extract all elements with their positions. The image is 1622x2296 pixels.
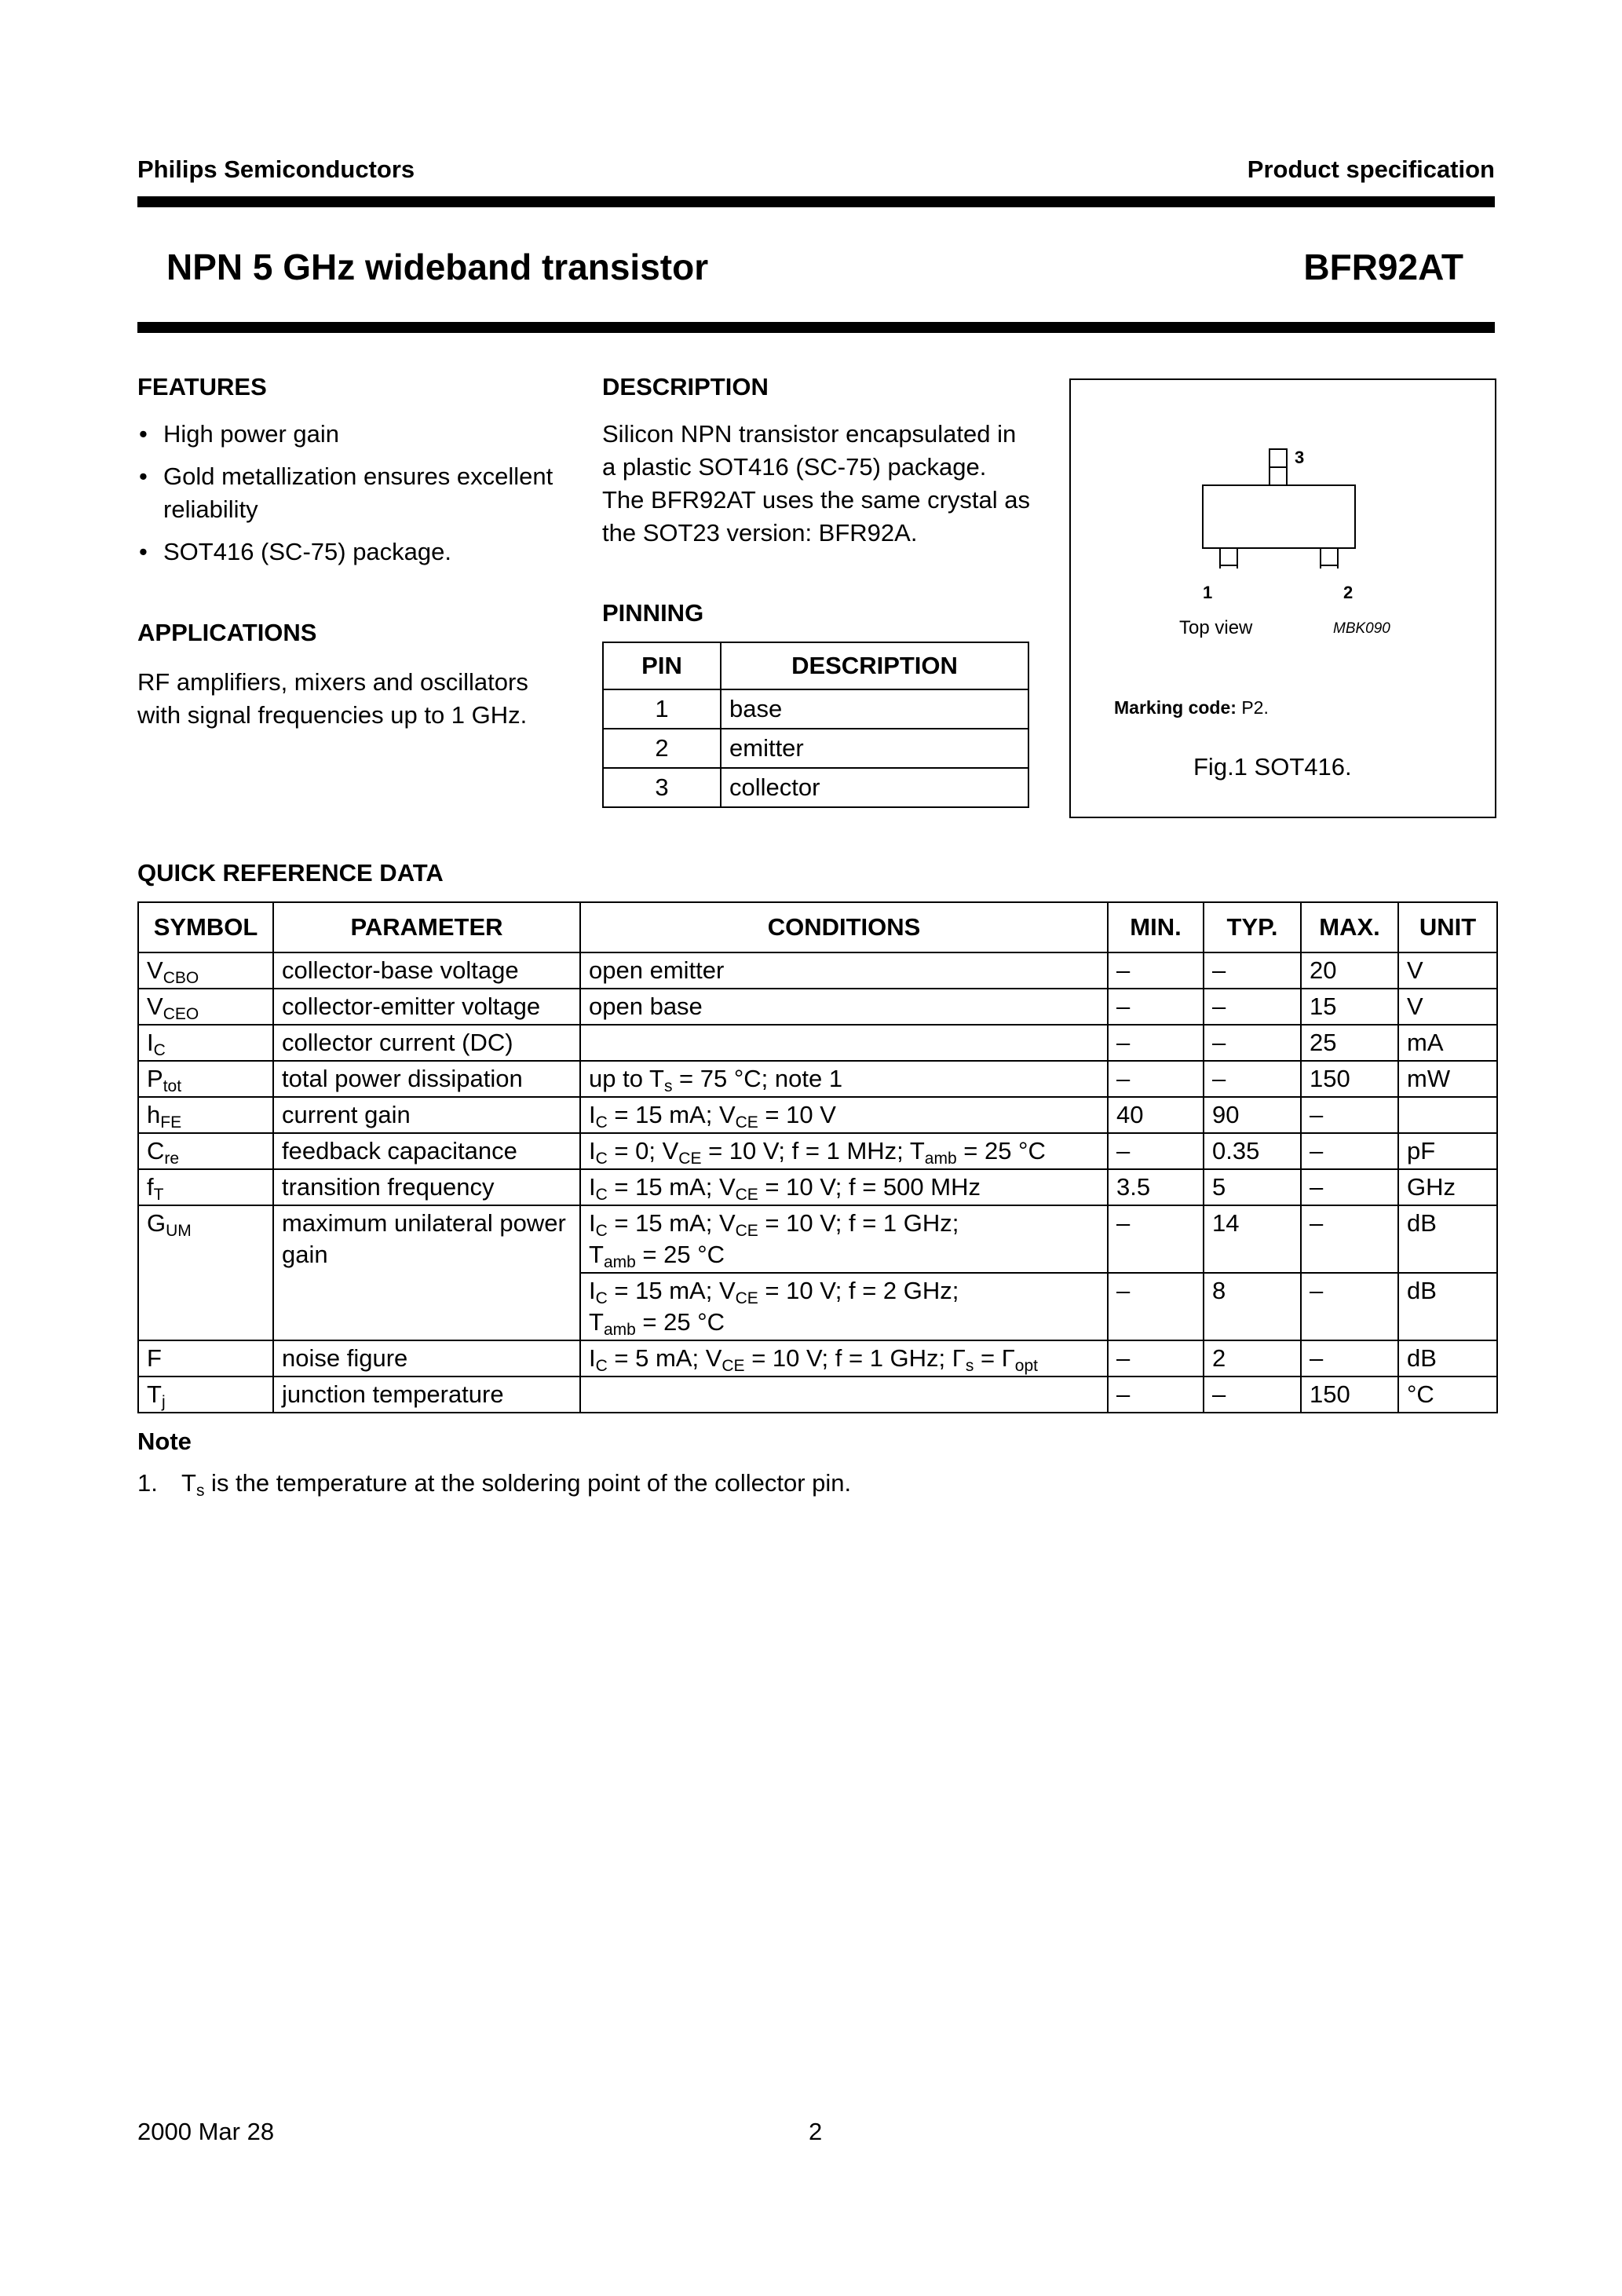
qrd-col-conditions: CONDITIONS: [580, 902, 1108, 952]
parameter-cell: transition frequency: [273, 1169, 580, 1205]
conditions-cell: up to $T_s = 75$ °C; note 1: [580, 1061, 1108, 1097]
unit-cell: mA: [1398, 1025, 1497, 1061]
typ-cell: –: [1204, 1025, 1301, 1061]
max-cell: 15: [1301, 989, 1398, 1025]
max-cell: 25: [1301, 1025, 1398, 1061]
table-row: [138, 1169, 1497, 1205]
company-name: Philips Semiconductors: [137, 155, 415, 183]
unit-cell: mW: [1398, 1061, 1497, 1097]
pinning-table: [602, 642, 1029, 808]
max-cell: –: [1301, 1273, 1398, 1340]
min-cell: –: [1108, 1061, 1204, 1097]
symbol-cell: $G_{UM}$: [138, 1205, 273, 1340]
table-row: [138, 1097, 1497, 1133]
description-text: Silicon NPN transistor encapsulated in a plastic SOT416 (SC-75) package. The BFR92AT uses the same crystal as the SOT23 version: BFR92A.: [602, 420, 1031, 547]
header-rule-bottom: [137, 322, 1495, 333]
typ-cell: 8: [1204, 1273, 1301, 1340]
parameter-cell: junction temperature: [273, 1377, 580, 1413]
unit-cell: dB: [1398, 1273, 1497, 1340]
max-cell: –: [1301, 1340, 1398, 1377]
feature-item: • SOT416 (SC-75) package.: [139, 538, 452, 565]
qrd-col-unit: UNIT: [1398, 902, 1497, 952]
pin3-label: 3: [1295, 448, 1305, 467]
typ-cell: 90: [1204, 1097, 1301, 1133]
conditions-cell: [580, 1377, 1108, 1413]
top-view-label: Top view: [1179, 617, 1253, 638]
min-cell: –: [1108, 1340, 1204, 1377]
figure-caption: Fig.1 SOT416.: [1193, 753, 1352, 781]
conditions-cell: $I_C = 0$; $V_{CE} = 10$ V; f = 1 MHz; $T_{amb} = 25$ °C: [580, 1133, 1108, 1169]
table-row: 3 collector: [603, 768, 1028, 807]
figure-sot416: [1069, 378, 1496, 818]
pinning-col-desc: DESCRIPTION: [721, 642, 1028, 689]
table-row: [138, 1025, 1497, 1061]
table-row: [138, 1133, 1497, 1169]
parameter-cell: collector-base voltage: [273, 952, 580, 989]
symbol-cell: $T_j$: [138, 1377, 273, 1413]
typ-cell: –: [1204, 989, 1301, 1025]
typ-cell: 2: [1204, 1340, 1301, 1377]
typ-cell: 14: [1204, 1205, 1301, 1273]
min-cell: –: [1108, 1205, 1204, 1273]
conditions-cell: open base: [580, 989, 1108, 1025]
min-cell: –: [1108, 989, 1204, 1025]
table-row: 1 base: [603, 689, 1028, 729]
typ-cell: –: [1204, 1377, 1301, 1413]
qrd-heading: QUICK REFERENCE DATA: [137, 859, 444, 887]
conditions-cell: $I_C = 15$ mA; $V_{CE} = 10$ V; f = 1 GHz; $T_{amb} = 25$ °C: [580, 1205, 1108, 1273]
parameter-cell: noise figure: [273, 1340, 580, 1377]
qrd-col-typ: TYP.: [1204, 902, 1301, 952]
applications-heading: APPLICATIONS: [137, 619, 317, 646]
max-cell: –: [1301, 1097, 1398, 1133]
unit-cell: pF: [1398, 1133, 1497, 1169]
package-outline-diagram: [1071, 380, 1495, 569]
unit-cell: dB: [1398, 1340, 1497, 1377]
parameter-cell: collector-emitter voltage: [273, 989, 580, 1025]
min-cell: 40: [1108, 1097, 1204, 1133]
max-cell: 20: [1301, 952, 1398, 989]
symbol-cell: $C_{re}$: [138, 1133, 273, 1169]
min-cell: –: [1108, 1025, 1204, 1061]
conditions-cell: open emitter: [580, 952, 1108, 989]
header-rule-top: [137, 196, 1495, 207]
min-cell: –: [1108, 952, 1204, 989]
parameter-cell: feedback capacitance: [273, 1133, 580, 1169]
max-cell: –: [1301, 1169, 1398, 1205]
description-heading: DESCRIPTION: [602, 373, 769, 400]
qrd-col-min: MIN.: [1108, 902, 1204, 952]
qrd-col-symbol: SYMBOL: [138, 902, 273, 952]
table-row: [138, 1061, 1497, 1097]
pinning-col-pin: PIN: [603, 642, 721, 689]
pin1-label: 1: [1203, 583, 1213, 602]
unit-cell: GHz: [1398, 1169, 1497, 1205]
part-number: BFR92AT: [1303, 247, 1463, 287]
min-cell: –: [1108, 1133, 1204, 1169]
symbol-cell: $P_{tot}$: [138, 1061, 273, 1097]
qrd-table: [137, 901, 1498, 1413]
symbol-cell: $V_{CEO}$: [138, 989, 273, 1025]
max-cell: 150: [1301, 1377, 1398, 1413]
min-cell: –: [1108, 1377, 1204, 1413]
max-cell: –: [1301, 1133, 1398, 1169]
applications-text: RF amplifiers, mixers and oscillators with signal frequencies up to 1 GHz.: [137, 668, 528, 729]
max-cell: –: [1301, 1205, 1398, 1273]
unit-cell: V: [1398, 952, 1497, 989]
parameter-cell: collector current (DC): [273, 1025, 580, 1061]
unit-cell: V: [1398, 989, 1497, 1025]
table-row: [138, 1205, 1497, 1273]
pinning-heading: PINNING: [602, 599, 704, 627]
symbol-cell: $f_T$: [138, 1169, 273, 1205]
symbol-cell: F: [138, 1340, 273, 1377]
pin2-label: 2: [1343, 583, 1353, 602]
marking-code: [1114, 697, 1269, 718]
typ-cell: 5: [1204, 1169, 1301, 1205]
conditions-cell: $I_C = 15$ mA; $V_{CE} = 10$ V: [580, 1097, 1108, 1133]
table-row: [138, 1377, 1497, 1413]
table-row: [138, 1340, 1497, 1377]
min-cell: 3.5: [1108, 1169, 1204, 1205]
figure-code: MBK090: [1333, 620, 1390, 637]
doc-type: Product specification: [1247, 155, 1495, 183]
qrd-col-max: MAX.: [1301, 902, 1398, 952]
page-title: NPN 5 GHz wideband transistor: [166, 247, 709, 287]
note-item: [137, 1467, 851, 1500]
table-row: [138, 952, 1497, 989]
symbol-cell: $I_C$: [138, 1025, 273, 1061]
parameter-cell: maximum unilateral power gain: [273, 1205, 580, 1340]
max-cell: 150: [1301, 1061, 1398, 1097]
table-row: [138, 989, 1497, 1025]
qrd-header-row: [138, 902, 1497, 952]
symbol-cell: $h_{FE}$: [138, 1097, 273, 1133]
parameter-cell: total power dissipation: [273, 1061, 580, 1097]
typ-cell: –: [1204, 952, 1301, 989]
unit-cell: [1398, 1097, 1497, 1133]
features-heading: FEATURES: [137, 373, 267, 400]
conditions-cell: $I_C = 5$ mA; $V_{CE} = 10$ V; f = 1 GHz; $\Gamma_s = \Gamma_{opt}$: [580, 1340, 1108, 1377]
marking-code-value: P2.: [1241, 697, 1269, 718]
typ-cell: –: [1204, 1061, 1301, 1097]
parameter-cell: current gain: [273, 1097, 580, 1133]
note-text: $T_s$ is the temperature at the soldering point of the collector pin.: [181, 1469, 852, 1500]
feature-item: • Gold metallization ensures excellent reliability: [139, 462, 553, 523]
conditions-cell: [580, 1025, 1108, 1061]
typ-cell: 0.35: [1204, 1133, 1301, 1169]
marking-code-label: Marking code:: [1114, 697, 1237, 718]
table-row: 2 emitter: [603, 729, 1028, 768]
unit-cell: °C: [1398, 1377, 1497, 1413]
page-number: 2: [809, 2118, 823, 2145]
features-list: [137, 418, 561, 578]
qrd-col-parameter: PARAMETER: [273, 902, 580, 952]
note-number: 1.: [137, 1469, 158, 1497]
conditions-cell: $I_C = 15$ mA; $V_{CE} = 10$ V; f = 2 GHz; $T_{amb} = 25$ °C: [580, 1273, 1108, 1340]
min-cell: –: [1108, 1273, 1204, 1340]
symbol-cell: $V_{CBO}$: [138, 952, 273, 989]
conditions-cell: $I_C = 15$ mA; $V_{CE} = 10$ V; f = 500 MHz: [580, 1169, 1108, 1205]
note-heading: Note: [137, 1428, 192, 1455]
qrd-body: [138, 952, 1497, 1413]
footer-date: 2000 Mar 28: [137, 2118, 275, 2145]
unit-cell: dB: [1398, 1205, 1497, 1273]
feature-item: • High power gain: [139, 420, 340, 448]
